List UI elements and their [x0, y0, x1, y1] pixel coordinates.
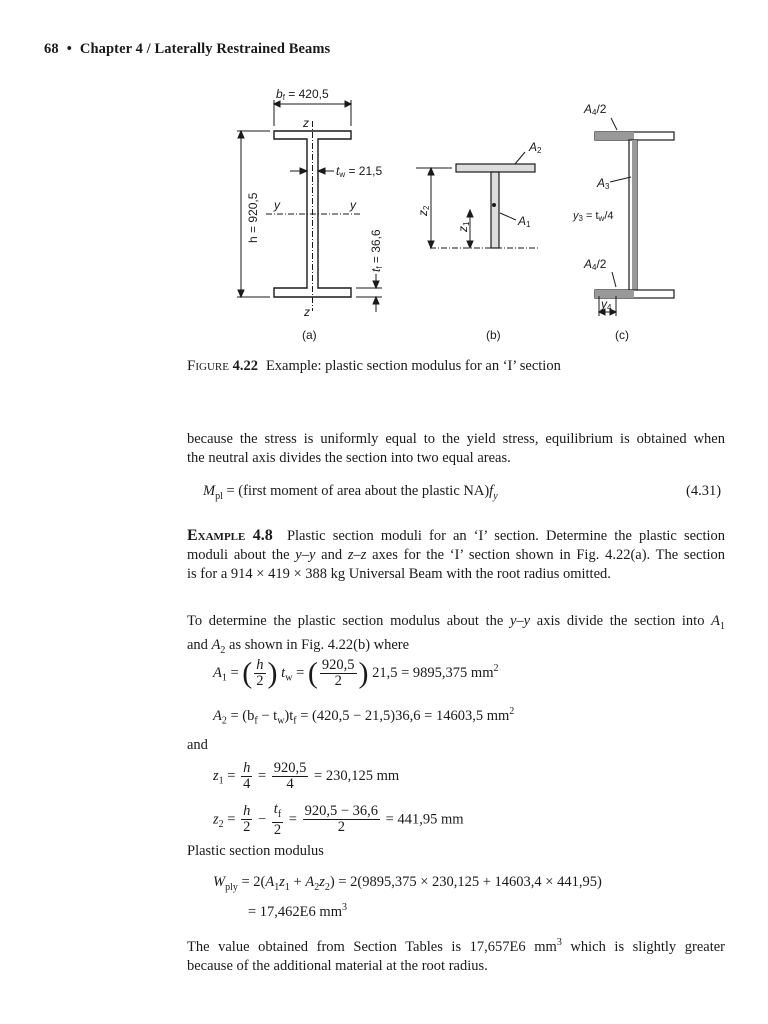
svg-text:A4/2: A4/2 — [584, 102, 607, 117]
figure-caption: Figure 4.22 Example: plastic section modulus for an ‘I’ section — [187, 358, 561, 374]
equation-number: (4.31) — [686, 483, 722, 499]
equation-Wply: $W_{ply} = 2(A_1z_1 + A_2z_2) = 2(9895,375 \times 230,125 + 14603,4 \times 441,95)$ — [213, 874, 602, 893]
plastic-section-modulus-label: Plastic section modulus — [187, 843, 324, 859]
svg-text:y4: y4 — [601, 297, 612, 312]
z1-label: z — [456, 226, 470, 232]
figure-c-label: (c) — [615, 328, 629, 342]
tf-label: t — [369, 268, 383, 272]
figure-b-label: (b) — [486, 328, 501, 342]
svg-text:tf = 36,6: tf = 36,6 — [369, 229, 384, 272]
A4half-top-label: A — [584, 102, 593, 116]
header-bullet: • — [66, 41, 72, 57]
paragraph-equilibrium: because the stress is uniformly equal to the yield stress, equilibrium is obtained when the neutral axis divides the section into two equal areas. — [187, 431, 725, 466]
svg-text:z2: z2 — [416, 205, 431, 216]
A4half-bottom-label: A — [584, 257, 593, 271]
A2-label: A — [529, 140, 538, 154]
svg-text:A2: A2 — [529, 140, 542, 155]
equation-z1: $z_1$ = $\frac{h}{4}$ = $\frac{920,5}{4}$ = 230,125 mm — [213, 760, 400, 792]
y3-label: y — [573, 210, 579, 222]
z-label-top: z — [303, 116, 309, 130]
and-text: and — [187, 737, 208, 753]
svg-text:bf = 420,5: bf = 420,5 — [276, 87, 329, 102]
y-label-left: y — [274, 198, 280, 212]
paragraph-section-tables: The value obtained from Section Tables is 17,657E6 $mm^3$ which is slightly greater because of the additional material at the root radius. — [187, 937, 726, 974]
paragraph-divide-section: To determine the plastic section modulus about the y–y axis divide the section into $A_1$ and $A_2$ as shown in Fig. 4.22(b) where — [187, 613, 725, 656]
svg-text:y3 = tw/4: y3 = tw/4 — [573, 210, 614, 223]
example-4-8: Example 4.8 Plastic section moduli for an ‘I’ section. Determine the plastic section moduli about the y–y and z–z axes for the ‘I’ section shown in Fig. 4.22(a). The section is for a 914 × 419 × 388 kg Universal Beam with the root radius omitted. — [187, 527, 726, 582]
svg-text:A4/2: A4/2 — [584, 257, 607, 272]
y4-label: y — [601, 297, 607, 311]
half-flange — [456, 164, 535, 172]
equation-A2: $A_2 = (b_f - t_w)t_f = (420,5 - 21,5)36,6 = 14603,5$ $mm^2$ — [213, 706, 515, 727]
equation-4-31: $M_{pl}$ = (first moment of area about the plastic $NA)f_y$ — [203, 483, 498, 502]
svg-text:tw = 21,5: tw = 21,5 — [336, 164, 383, 179]
y-label-right: y — [350, 198, 356, 212]
tw-label: t — [336, 164, 340, 178]
equation-z2: $z_2$ = $\frac{h}{2}$ − $\frac{t_f}{2}$ = $\frac{920,5 - 36,6}{2}$ = 441,95 mm — [213, 801, 464, 838]
equation-Wply-result: = 17,462E6 $mm^3$ — [248, 902, 347, 920]
svg-text:A3: A3 — [597, 176, 610, 191]
A3-label: A — [597, 176, 606, 190]
z-label-bottom: z — [304, 305, 310, 319]
figure-4-22 — [0, 0, 768, 360]
example-label: Example 4.8 — [187, 527, 273, 544]
half-web — [491, 172, 499, 248]
bf-label: b — [276, 87, 283, 101]
page-number: 68 — [44, 41, 59, 57]
chapter-title: Chapter 4 / Laterally Restrained Beams — [79, 41, 331, 57]
z2-label: z — [416, 210, 430, 216]
h-label: h = 920,5 — [246, 192, 260, 243]
A1-label: A — [518, 214, 527, 228]
svg-text:z1: z1 — [456, 221, 471, 232]
figure-a-label: (a) — [302, 328, 317, 342]
svg-text:A1: A1 — [518, 214, 531, 229]
equation-A1: $A_1$ = ( $\frac{h}{2}$ ) $t_w$ = ( $\frac{920,5}{2}$ ) 21,5 = 9895,375 $mm^2$ — [213, 656, 499, 690]
